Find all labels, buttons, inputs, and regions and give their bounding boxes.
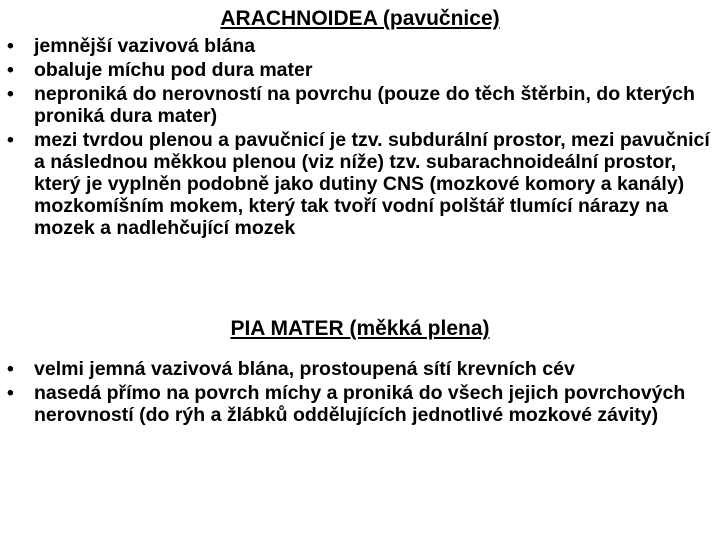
list-item: [0, 35, 710, 57]
pia-mater-title: PIA MATER (měkká plena): [230, 317, 490, 340]
list-item: [0, 358, 710, 380]
bullet-icon: •: [7, 382, 14, 404]
list-item: [0, 59, 710, 81]
list-item-text: neproniká do nerovností na povrchu (pouze do těch štěrbin, do kterých proniká dura mater): [34, 83, 695, 127]
list-item-text: jemnější vazivová blána: [34, 35, 256, 57]
list-item-text: obaluje míchu pod dura mater: [34, 59, 313, 81]
list-item: [0, 382, 710, 426]
arachnoidea-bullet-list: [0, 35, 710, 241]
pia-mater-bullet-list: [0, 358, 710, 428]
bullet-icon: •: [7, 35, 14, 57]
bullet-icon: •: [7, 358, 14, 380]
bullet-icon: •: [7, 83, 14, 105]
list-item: [0, 129, 710, 239]
list-item-text: velmi jemná vazivová blána, prostoupená sítí krevních cév: [34, 358, 575, 380]
bullet-icon: •: [7, 129, 14, 151]
list-item: [0, 83, 710, 127]
bullet-icon: •: [7, 59, 14, 81]
list-item-text: nasedá přímo na povrch míchy a proniká do všech jejich povrchových nerovností (do rýh a žlábků oddělujících jednotlivé mozkové závity): [34, 382, 686, 426]
arachnoidea-title: ARACHNOIDEA (pavučnice): [220, 7, 500, 30]
list-item-text: mezi tvrdou plenou a pavučnicí je tzv. subdurální prostor, mezi pavučnicí a následnou měkkou plenou (viz níže) tzv. subarachnoideální prostor, který je vyplněn podobně jako dutiny CNS (mozkové komory a kanály) mozkomíšním mokem, který tak tvoří vodní polštář tlumící nárazy na mozek a nadlehčující mozek: [34, 129, 710, 239]
